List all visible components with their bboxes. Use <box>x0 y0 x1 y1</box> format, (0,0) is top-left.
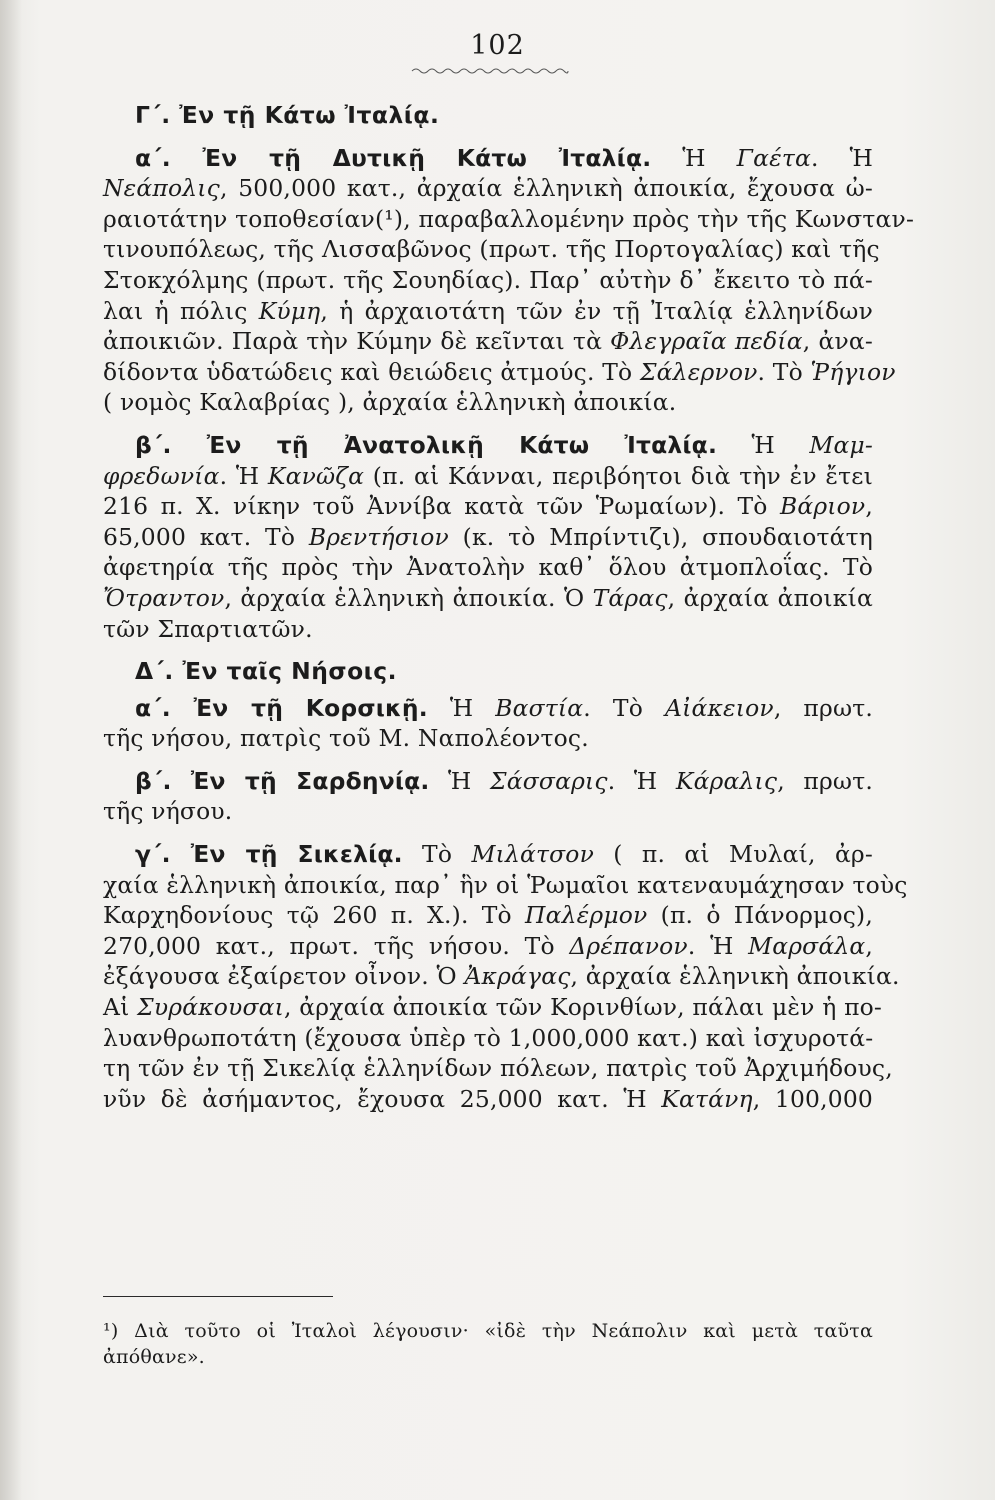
place-name: Συράκουσαι <box>137 993 284 1022</box>
paragraph-line: δίδοντα ὑδατώδεις καὶ θειώδεις ἀτμούς. Τὸ Σάλερνον. Τὸ Ῥήγιον <box>103 357 896 386</box>
place-name: Κάραλις <box>675 766 778 795</box>
place-name: Κατάνη <box>661 1084 753 1113</box>
place-name: φρεδωνία <box>103 461 220 490</box>
paragraph-line: Ὄτραντον, ἀρχαία ἑλληνικὴ ἀποικία. Ὁ Τάρας, ἀρχαία ἀποικία <box>103 583 873 612</box>
paragraph-line: Αἱ Συράκουσαι, ἀρχαία ἀποικία τῶν Κορινθίων, πάλαι μὲν ἡ πο- <box>103 993 883 1022</box>
main-text <box>103 100 915 1114</box>
paragraph-line: β΄. Ἐν τῇ Σαρδηνίᾳ. Ἡ Σάσσαρις. Ἡ Κάραλις, πρωτ. <box>135 766 873 795</box>
paragraph-line: Στοκχόλμης (πρωτ. τῆς Σουηδίας). Παρ᾽ αὐτὴν δ᾽ ἔκειτο τὸ πά- <box>103 265 873 294</box>
subsection-heading: α΄. Ἐν τῇ Κορσικῇ. <box>135 693 428 722</box>
place-name: Νεάπολις <box>103 174 220 203</box>
place-name: Βάριον <box>779 492 866 521</box>
paragraph-line: Νεάπολις, 500,000 κατ., ἀρχαία ἑλληνικὴ ἀποικία, ἔχουσα ὠ- <box>103 174 873 203</box>
paragraph-line: τῶν Σπαρτιατῶν. <box>103 614 313 643</box>
place-name: Αἰάκειον <box>664 693 774 722</box>
paragraph-line: ἀφετηρία τῆς πρὸς τὴν Ἀνατολὴν καθ᾽ ὅλου ἀτμοπλοΐας. Τὸ <box>103 553 873 582</box>
place-name: Βρεντήσιον <box>308 522 449 551</box>
place-name: Παλέρμον <box>525 901 648 930</box>
paragraph-line: ( νομὸς Καλαβρίας ), ἀρχαία ἑλληνικὴ ἀποικία. <box>103 388 677 417</box>
paragraph-line: ἐξάγουσα ἐξαίρετον οἶνον. Ὁ Ἀκράγας, ἀρχαία ἑλληνικὴ ἀποικία. <box>103 962 900 991</box>
place-name: Ῥήγιον <box>810 357 896 386</box>
paragraph-line: τη τῶν ἐν τῇ Σικελίᾳ ἑλληνίδων πόλεων, πατρὶς τοῦ Ἀρχιμήδους, <box>103 1054 893 1083</box>
paragraph-line: 216 π. Χ. νίκην τοῦ Ἀννίβα κατὰ τῶν Ῥωμαίων). Τὸ Βάριον, <box>103 492 873 521</box>
section-heading: Δ΄. Ἐν ταῖς Νήσοις. <box>135 657 398 686</box>
paragraph-line: 270,000 κατ., πρωτ. τῆς νήσου. Τὸ Δρέπανον. Ἡ Μαρσάλα, <box>103 931 873 960</box>
place-name: Ὄτραντον <box>103 583 225 612</box>
place-name: Σάσσαρις <box>490 766 608 795</box>
paragraph-line: 65,000 κατ. Τὸ Βρεντήσιον (κ. τὸ Μπρίντιζι), σπουδαιοτάτη <box>103 522 873 551</box>
subsection-heading: α΄. Ἐν τῇ Δυτικῇ Κάτω Ἰταλίᾳ. <box>135 143 652 172</box>
footnote-line: ἀπόθανε». <box>103 1346 205 1368</box>
paragraph-line: τῆς νήσου, πατρὶς τοῦ Μ. Ναπολέοντος. <box>103 724 589 753</box>
section-heading: Γ΄. Ἐν τῇ Κάτω Ἰταλίᾳ. <box>135 101 440 129</box>
place-name: Κύμη <box>258 296 321 325</box>
header-ornament-icon <box>410 66 570 76</box>
subsection-heading: β΄. Ἐν τῇ Ἀνατολικῇ Κάτω Ἰταλίᾳ. <box>135 430 718 459</box>
footnote-divider <box>103 1296 333 1297</box>
paragraph-line: τινουπόλεως, τῆς Λισσαβῶνος (πρωτ. τῆς Πορτογαλίας) καὶ τῆς <box>103 235 880 264</box>
paragraph-line: γ΄. Ἐν τῇ Σικελίᾳ. Τὸ Μιλάτσον ( π. αἱ Μυλαί, ἀρ- <box>135 840 873 869</box>
place-name: Μαρσάλα <box>748 931 866 960</box>
page-number: 102 <box>470 30 525 61</box>
paragraph-line: ἀποικιῶν. Παρὰ τὴν Κύμην δὲ κεῖνται τὰ Φλεγραῖα πεδία, ἀνα- <box>103 327 873 356</box>
footnote-line: ¹) Διὰ τοῦτο οἱ Ἰταλοὶ λέγουσιν· «ἰδὲ τὴν Νεάπολιν καὶ μετὰ ταῦτα <box>103 1320 873 1342</box>
paragraph-line: χαία ἑλληνικὴ ἀποικία, παρ᾽ ἣν οἱ Ῥωμαῖοι κατεναυμάχησαν τοὺς <box>103 870 908 899</box>
paragraph-line: ραιοτάτην τοποθεσίαν(¹), παραβαλλομένην πρὸς τὴν τῆς Κωνσταν- <box>103 204 915 233</box>
place-name: Δρέπανον <box>569 931 688 960</box>
paragraph-line: νῦν δὲ ἀσήμαντος, ἔχουσα 25,000 κατ. Ἡ Κατάνη, 100,000 <box>103 1084 873 1113</box>
paragraph-line: Καρχηδονίους τῷ 260 π. Χ.). Τὸ Παλέρμον (π. ὁ Πάνορμος), <box>103 901 874 930</box>
place-name: Φλεγραῖα πεδία <box>610 327 803 356</box>
subsection-heading: β΄. Ἐν τῇ Σαρδηνίᾳ. <box>135 766 430 795</box>
paragraph-line: λαι ἡ πόλις Κύμη, ἡ ἀρχαιοτάτη τῶν ἐν τῇ Ἰταλίᾳ ἑλληνίδων <box>103 296 873 325</box>
place-name: Μαμ- <box>809 430 873 459</box>
place-name: Ἀκράγας <box>464 962 571 991</box>
binding-shadow <box>0 0 22 1500</box>
place-name: Σάλερνον <box>639 357 758 386</box>
paragraph-line: α΄. Ἐν τῇ Δυτικῇ Κάτω Ἰταλίᾳ. Ἡ Γαέτα. Ἡ <box>135 143 873 172</box>
footnote <box>103 1318 873 1370</box>
paragraph-line: λυανθρωποτάτη (ἔχουσα ὑπὲρ τὸ 1,000,000 κατ.) καὶ ἰσχυροτά- <box>103 1023 874 1052</box>
paragraph-line: β΄. Ἐν τῇ Ἀνατολικῇ Κάτω Ἰταλίᾳ. Ἡ Μαμ- <box>135 430 873 459</box>
place-name: Βαστία <box>495 693 584 722</box>
place-name: Μιλάτσον <box>471 840 594 869</box>
paragraph-line: τῆς νήσου. <box>103 797 233 826</box>
place-name: Γαέτα <box>736 143 811 172</box>
place-name: Τάρας <box>592 583 668 612</box>
paragraph-line: φρεδωνία. Ἡ Κανῶζα (π. αἱ Κάνναι, περιβόητοι διὰ τὴν ἐν ἔτει <box>103 461 873 490</box>
subsection-heading: γ΄. Ἐν τῇ Σικελίᾳ. <box>135 840 403 869</box>
paragraph-line: α΄. Ἐν τῇ Κορσικῇ. Ἡ Βαστία. Τὸ Αἰάκειον, πρωτ. <box>135 693 874 722</box>
place-name: Κανῶζα <box>267 461 365 490</box>
